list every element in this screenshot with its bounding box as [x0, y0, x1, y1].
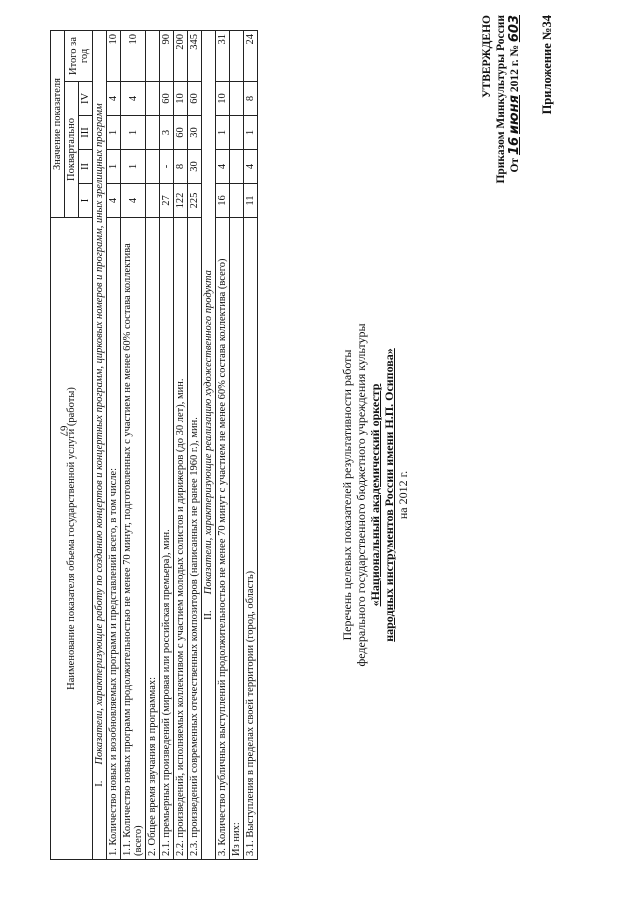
- section-heading: [93, 31, 107, 860]
- header-total: Итого за год: [65, 31, 93, 82]
- section-heading: [202, 31, 216, 860]
- table-row: [216, 31, 230, 860]
- cell-q4: 8: [244, 82, 258, 116]
- row-name: 2.1. премьерных произведений (мировая или российская премьера), мин.: [160, 218, 174, 860]
- table-header-row: [51, 31, 65, 860]
- header-quarterly: Поквартально: [65, 82, 79, 218]
- cell-q3: 60: [174, 116, 188, 150]
- row-name: 2.3. произведений современных отечественных композиторов (написанных не ранее 1960 г.), мин.: [188, 218, 202, 860]
- approved-heading: УТВЕРЖДЕНО: [481, 15, 493, 98]
- table-row: [107, 31, 121, 860]
- cell-q1: 27: [160, 184, 174, 218]
- row-name: 2.2. произведений, исполняемых коллективом с участием молодых солистов и дирижеров (до 30 лет), мин.: [174, 218, 188, 860]
- cell-q2: 4: [216, 150, 230, 184]
- section-roman: II.: [203, 610, 214, 620]
- appendix-label: Приложение №34: [540, 15, 554, 115]
- section-text: Показатели, характеризующие реализацию художественного продукта: [203, 270, 214, 595]
- cell-q4: 60: [160, 82, 174, 116]
- section-2-body: [202, 31, 258, 860]
- cell-total: 24: [244, 31, 258, 82]
- header-q4: IV: [79, 82, 93, 116]
- date-prefix: От: [509, 157, 521, 173]
- title-line: федерального государственного бюджетного учреждения культуры: [354, 323, 368, 667]
- cell-q3: [146, 116, 160, 150]
- cell-q3: 1: [244, 116, 258, 150]
- header-name: Наименование показателя объема государственной услуги (работы): [51, 218, 93, 860]
- table-row: [121, 31, 146, 860]
- row-name: 3. Количество публичных выступлений продолжительностью не менее 70 минут с участием не менее 60% состава коллектива (всего): [216, 218, 230, 860]
- cell-total: 10: [121, 31, 146, 82]
- cell-q3: [230, 116, 244, 150]
- cell-q3: 1: [107, 116, 121, 150]
- section-text: Показатели, характеризующие работу по созданию концертов и концертных программ, цирковых номеров и программ, иных зрелищных программ: [94, 103, 105, 765]
- cell-total: 345: [188, 31, 202, 82]
- header-q1: I: [79, 184, 93, 218]
- date-day: 16: [507, 136, 522, 156]
- table-row: [146, 31, 160, 860]
- section-1-body: [93, 31, 202, 860]
- page-number: 67: [57, 425, 70, 437]
- section-row: [202, 31, 216, 860]
- cell-q3: 30: [188, 116, 202, 150]
- row-name: 3.1. Выступления в пределах своей территории (город, область): [244, 218, 258, 860]
- table-row: [160, 31, 174, 860]
- cell-q1: [230, 184, 244, 218]
- row-name: 1.1. Количество новых программ продолжительностью не менее 70 минут, подготовленных с участием не менее 60% состава коллектива (всего): [121, 218, 146, 860]
- approval-stamp: [480, 15, 522, 245]
- cell-total: [146, 31, 160, 82]
- table-row: [188, 31, 202, 860]
- cell-q3: 1: [216, 116, 230, 150]
- table-row: [174, 31, 188, 860]
- cell-q3: 1: [121, 116, 146, 150]
- cell-q1: 4: [107, 184, 121, 218]
- cell-q4: 10: [216, 82, 230, 116]
- indicators-table: [50, 30, 258, 860]
- cell-q2: 4: [244, 150, 258, 184]
- cell-q2: [230, 150, 244, 184]
- cell-total: [230, 31, 244, 82]
- header-q3: III: [79, 116, 93, 150]
- cell-q1: 11: [244, 184, 258, 218]
- cell-q1: 16: [216, 184, 230, 218]
- cell-q4: [230, 82, 244, 116]
- rotated-sheet: [40, 15, 600, 875]
- cell-q2: [146, 150, 160, 184]
- table-row: [230, 31, 244, 860]
- cell-total: 200: [174, 31, 188, 82]
- section-row: [93, 31, 107, 860]
- approved-order: Приказом Минкультуры России: [495, 15, 507, 184]
- cell-q2: 1: [121, 150, 146, 184]
- cell-q1: 4: [121, 184, 146, 218]
- row-name: 2. Общее время звучания в программах:: [146, 218, 160, 860]
- cell-q4: 4: [107, 82, 121, 116]
- cell-q1: 225: [188, 184, 202, 218]
- section-roman: I.: [94, 780, 105, 787]
- header-value: Значение показателя: [51, 31, 65, 218]
- cell-q2: -: [160, 150, 174, 184]
- cell-q2: 8: [174, 150, 188, 184]
- title-line: Перечень целевых показателей результативности работы: [340, 349, 354, 641]
- title-line: «Национальный академический оркестр: [368, 383, 382, 607]
- cell-q1: 122: [174, 184, 188, 218]
- cell-total: 10: [107, 31, 121, 82]
- order-number: 603: [507, 15, 522, 43]
- cell-q1: [146, 184, 160, 218]
- cell-q2: 1: [107, 150, 121, 184]
- cell-total: 31: [216, 31, 230, 82]
- title-line: народных инструментов России имени Н.П. Осипова»: [382, 348, 396, 642]
- date-month: июня: [507, 95, 522, 135]
- cell-q4: [146, 82, 160, 116]
- header-q2: II: [79, 150, 93, 184]
- cell-q4: 4: [121, 82, 146, 116]
- cell-q4: 10: [174, 82, 188, 116]
- row-name: 1. Количество новых и возобновляемых программ и представлений всего, в том числе:: [107, 218, 121, 860]
- date-year: 2012 г. №: [509, 45, 521, 93]
- cell-q4: 60: [188, 82, 202, 116]
- title-line: на 2012 г.: [396, 470, 410, 520]
- cell-total: 90: [160, 31, 174, 82]
- cell-q3: 3: [160, 116, 174, 150]
- cell-q2: 30: [188, 150, 202, 184]
- approved-date: [508, 15, 522, 245]
- table-row: [244, 31, 258, 860]
- document-title: [340, 235, 410, 755]
- row-name: Из них:: [230, 218, 244, 860]
